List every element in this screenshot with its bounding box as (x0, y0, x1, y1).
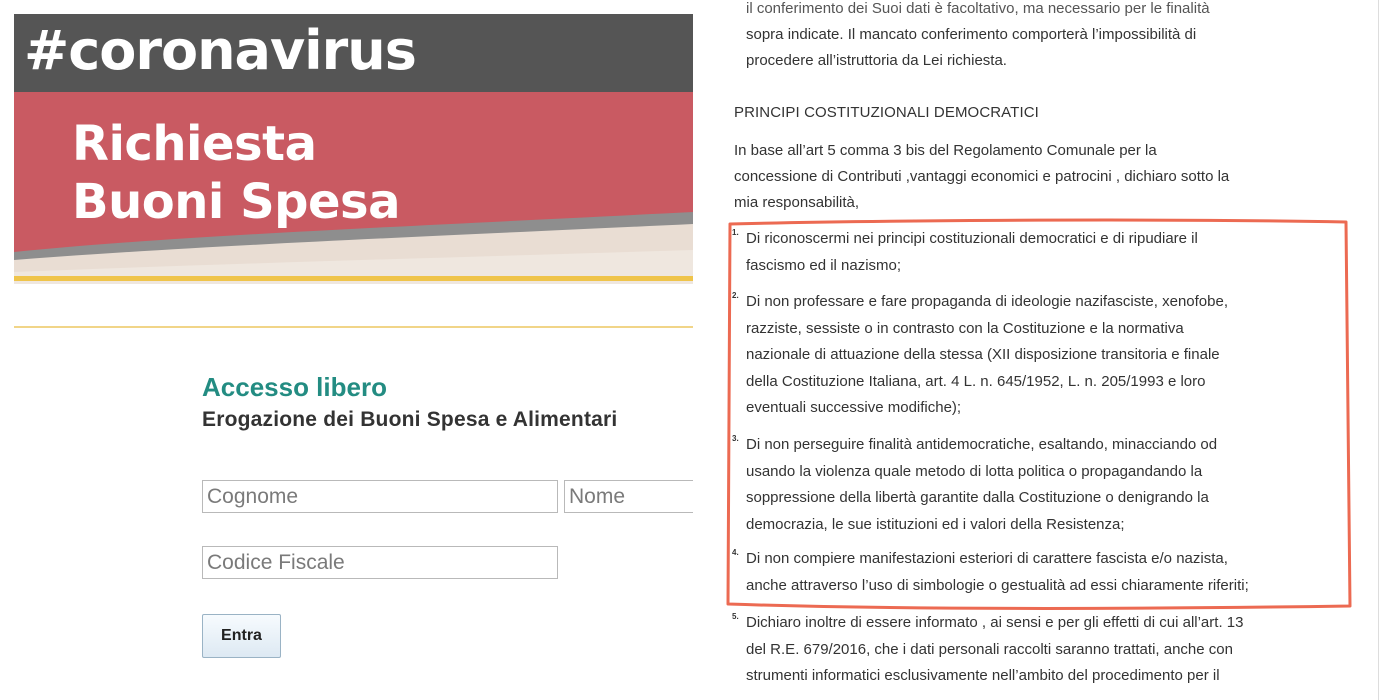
list-item-line: Di non perseguire finalità antidemocratiche, esaltando, minacciando od (746, 436, 1218, 453)
privacy-text-line: procedere all’istruttoria da Lei richiesta. (746, 52, 1007, 69)
list-item-line: del R.E. 679/2016, che i dati personali raccolti saranno trattati, anche con (746, 640, 1233, 658)
intro-paragraph-line: mia responsabilità, (734, 194, 860, 211)
declaration-document (726, 0, 1378, 700)
list-item-number: 5. (732, 612, 739, 621)
list-item-line: Di non compiere manifestazioni esteriori di carattere fascista e/o nazista, (746, 550, 1228, 567)
list-item-number: 3. (732, 434, 739, 443)
yellow-divider-thin (14, 326, 693, 328)
list-item-line: soppressione della libertà garantite dalla Costituzione o denigrando la (746, 489, 1209, 506)
banner-title-line-2: Buoni Spesa (72, 174, 401, 230)
list-item-line: Di non professare e fare propaganda di ideologie nazifasciste, xenofobe, (746, 293, 1228, 310)
section-heading: PRINCIPI COSTITUZIONALI DEMOCRATICI (734, 104, 1039, 121)
header-banner (14, 14, 693, 284)
intro-paragraph-line: concessione di Contributi ,vantaggi economici e patrocini , dichiaro sotto la (734, 168, 1230, 185)
list-item-line: nazionale di attuazione della stessa (XII disposizione transitoria e finale (746, 346, 1220, 363)
intro-paragraph-line: In base all’art 5 comma 3 bis del Regolamento Comunale per la (734, 142, 1157, 159)
surname-input[interactable] (202, 480, 558, 513)
enter-button[interactable]: Entra (202, 614, 281, 658)
hashtag-title: #coronavirus (24, 19, 416, 82)
list-item-line: della Costituzione Italiana, art. 4 L. n. 645/1952, L. n. 205/1993 e loro (746, 372, 1206, 390)
list-item-line: usando la violenza quale metodo di lotta politica o propagandando la (746, 462, 1203, 480)
list-item-line: Di riconoscermi nei principi costituzionali democratici e di ripudiare il (746, 230, 1198, 247)
request-form-panel (14, 14, 693, 700)
list-item-line: anche attraverso l’uso di simbologie o gestualità ad essi chiaramente riferiti; (746, 576, 1249, 594)
list-item-number: 2. (732, 291, 739, 300)
privacy-text-line: sopra indicate. Il mancato conferimento comporterà l’impossibilità di (746, 26, 1197, 43)
tax-code-input[interactable] (202, 546, 558, 579)
banner-title-line-1: Richiesta (72, 116, 317, 172)
yellow-divider (14, 276, 693, 281)
list-item-line: razziste, sessiste o in contrasto con la Costituzione e la normativa (746, 319, 1184, 337)
access-title: Accesso libero (202, 372, 387, 402)
list-item-line: fascismo ed il nazismo; (746, 256, 902, 274)
access-subtitle: Erogazione dei Buoni Spesa e Alimentari (202, 408, 618, 431)
list-item-number: 1. (732, 228, 739, 237)
list-item-line: democrazia, le sue istituzioni ed i valori della Resistenza; (746, 515, 1125, 533)
list-item-line: Dichiaro inoltre di essere informato , ai sensi e per gli effetti di cui all’art. 13 (746, 614, 1244, 631)
name-input[interactable] (564, 480, 693, 513)
panel-divider (1378, 0, 1379, 700)
list-item-number: 4. (732, 548, 739, 557)
list-item-line: eventuali successive modifiche); (746, 399, 962, 416)
list-item-line: strumenti informatici esclusivamente nell’ambito del procedimento per il (746, 667, 1220, 684)
privacy-text-line: il conferimento dei Suoi dati è facoltativo, ma necessario per le finalità (746, 0, 1210, 17)
